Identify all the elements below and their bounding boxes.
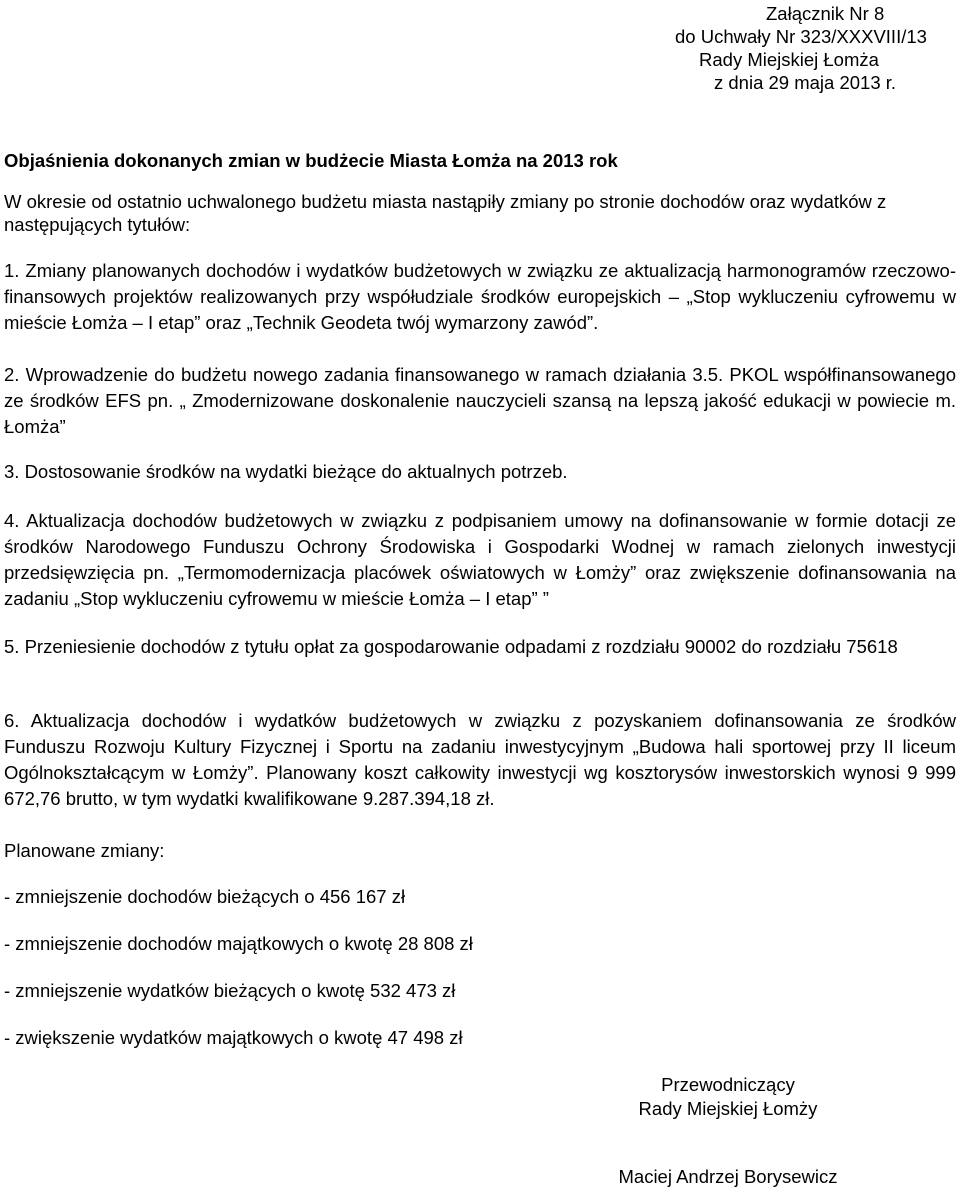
list-item: - zmniejszenie dochodów bieżących o 456 167 zł xyxy=(4,886,406,907)
resolution-number: do Uchwały Nr 323/XXXVIII/13 xyxy=(675,26,927,47)
list-item: - zwiększenie wydatków majątkowych o kwotę 47 498 zł xyxy=(4,1027,463,1048)
item-3-paragraph: 3. Dostosowanie środków na wydatki bieżące do aktualnych potrzeb. xyxy=(4,461,568,482)
list-item: - zmniejszenie dochodów majątkowych o kwotę 28 808 zł xyxy=(4,933,473,954)
planned-changes-list xyxy=(4,884,956,1072)
planned-changes-label: Planowane zmiany: xyxy=(4,840,165,861)
item-5-paragraph: 5. Przeniesienie dochodów z tytułu opłat za gospodarowanie odpadami z rozdziału 90002 do rozdziału 75618 xyxy=(4,636,898,657)
list-item: - zmniejszenie wydatków bieżących o kwotę 532 473 zł xyxy=(4,980,456,1001)
signatory-name: Maciej Andrzej Borysewicz xyxy=(618,1166,838,1187)
item-4-paragraph: 4. Aktualizacja dochodów budżetowych w związku z podpisaniem umowy na dofinansowanie w formie dotacji ze środków Narodowego Funduszu Ochrony Środowiska i Gospodarki Wodnej w ramach zielonych inwestycji przedsięwzięcia pn. „Termomodernizacja placówek oświatowych w Łomży” oraz zwiększenie dofinansowania na zadaniu „Stop wykluczeniu cyfrowemu w mieście Łomża – I etap” ” xyxy=(4,510,956,609)
item-1-paragraph: 1. Zmiany planowanych dochodów i wydatków budżetowych w związku ze aktualizacją harmonogramów rzeczowo-finansowych projektów realizowanych przy współudziale środków europejskich – „Stop wykluczeniu cyfrowemu w mieście Łomża – I etap” oraz „Technik Geodeta twój wymarzony zawód”. xyxy=(4,260,956,333)
resolution-date: z dnia 29 maja 2013 r. xyxy=(714,72,897,93)
signatory-role xyxy=(600,1073,856,1121)
signatory-council: Rady Miejskiej Łomży xyxy=(638,1098,818,1119)
item-6-paragraph: 6. Aktualizacja dochodów i wydatków budżetowych w związku z pozyskaniem dofinansowania ze środków Funduszu Rozwoju Kultury Fizycznej i Sportu na zadaniu inwestycyjnym „Budowa hali sportowej przy II liceum Ogólnokształcącym w Łomży”. Planowany koszt całkowity inwestycji wg kosztorysów inwestorskich wynosi 9 999 672,76 brutto, w tym wydatki kwalifikowane 9.287.394,18 zł. xyxy=(4,710,956,809)
intro-paragraph: W okresie od ostatnio uchwalonego budżetu miasta nastąpiły zmiany po stronie dochodów oraz wydatków z następujących tytułów: xyxy=(4,191,887,235)
attachment-header xyxy=(640,2,960,94)
attachment-number: Załącznik Nr 8 xyxy=(766,3,885,24)
document-title: Objaśnienia dokonanych zmian w budżecie Miasta Łomża na 2013 rok xyxy=(4,150,618,171)
council-name: Rady Miejskiej Łomża xyxy=(699,49,879,70)
signatory-title: Przewodniczący xyxy=(661,1074,795,1095)
item-2-paragraph: 2. Wprowadzenie do budżetu nowego zadania finansowanego w ramach działania 3.5. PKOL współfinansowanego ze środków EFS pn. „ Zmodernizowane doskonalenie nauczycieli szansą na lepszą jakość edukacji w powiecie m. Łomża” xyxy=(4,364,956,437)
